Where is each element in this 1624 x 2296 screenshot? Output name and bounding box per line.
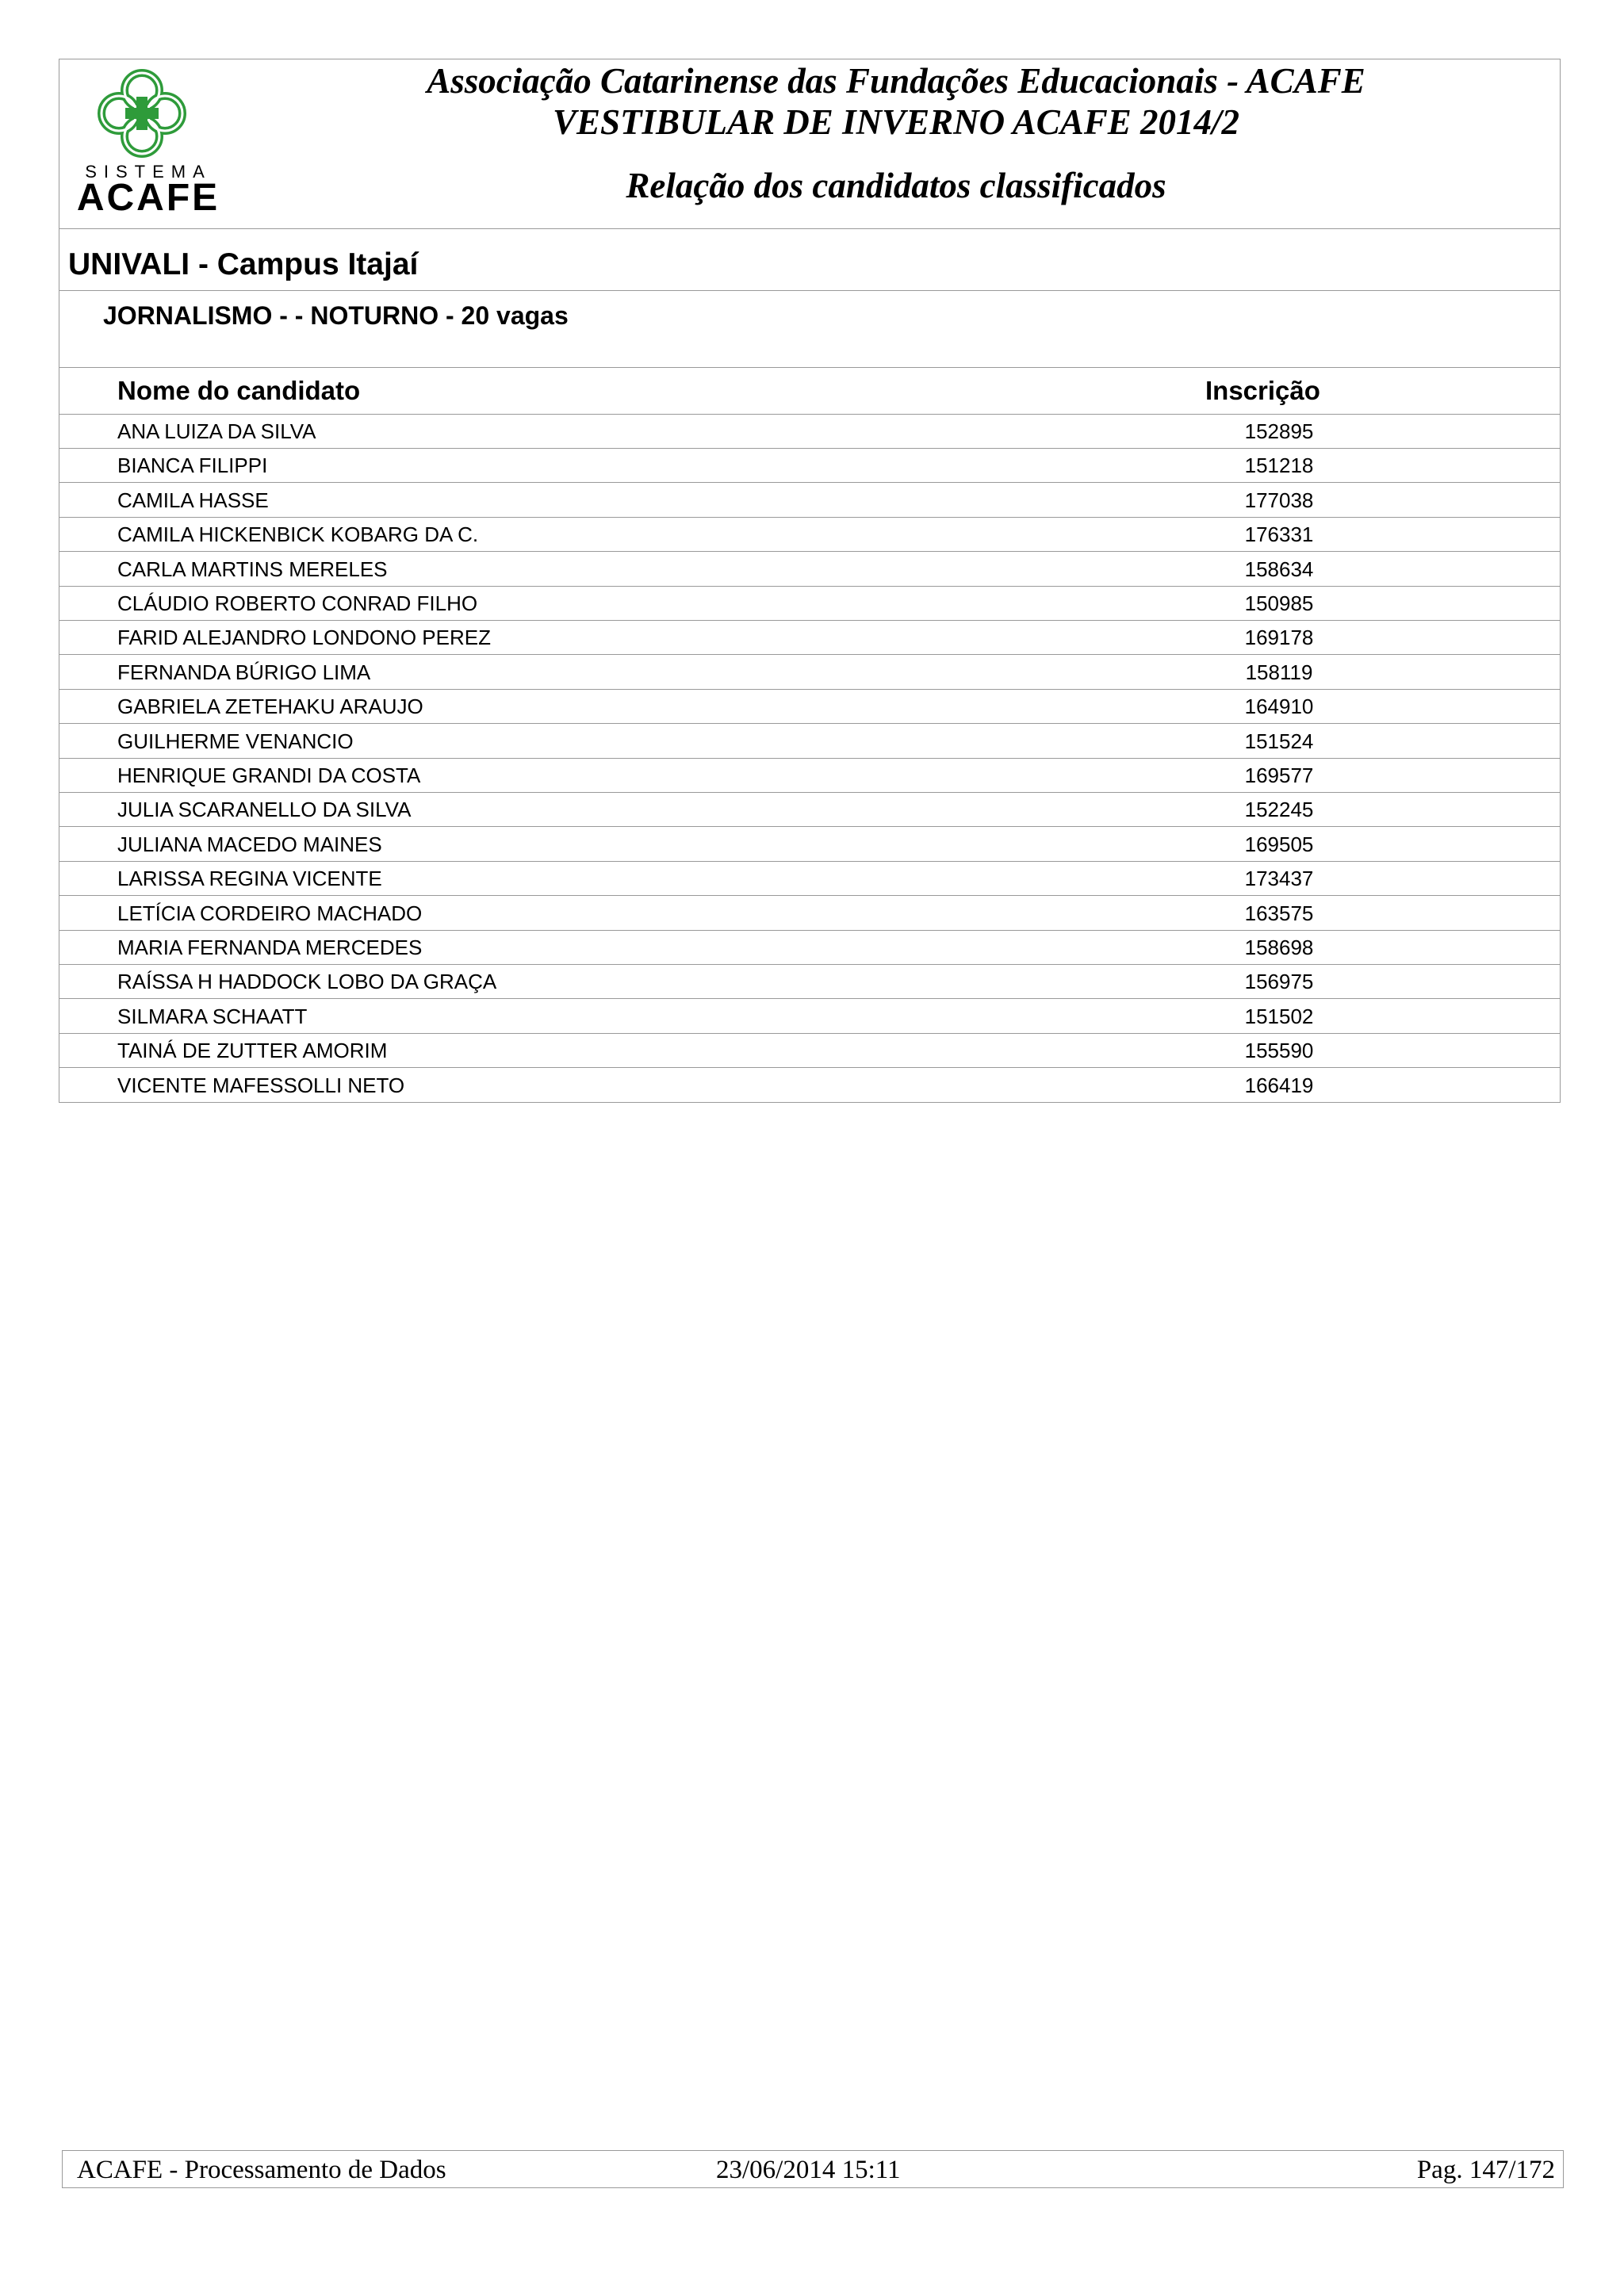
candidate-name: JULIA SCARANELLO DA SILVA [117,798,412,822]
candidate-name: FERNANDA BÚRIGO LIMA [117,660,371,684]
campus-title: UNIVALI - Campus Itajaí [68,247,419,281]
candidate-inscricao: 163575 [1244,901,1314,925]
candidate-name: JULIANA MACEDO MAINES [117,832,382,856]
table-row [59,587,1561,621]
table-row [59,1000,1561,1034]
candidate-inscricao: 169505 [1244,832,1314,856]
candidate-name: CAMILA HICKENBICK KOBARG DA C. [117,522,479,547]
acafe-emblem-icon [73,67,224,162]
course-divider [59,367,1561,368]
footer-page-number: Pag. 147/172 [1416,2156,1555,2184]
candidate-inscricao: 155590 [1244,1039,1314,1063]
candidate-inscricao: 166419 [1244,1073,1314,1097]
table-row [59,897,1561,931]
candidate-inscricao: 150985 [1244,591,1314,615]
candidate-name: GABRIELA ZETEHAKU ARAUJO [117,695,423,719]
candidate-inscricao: 158634 [1244,557,1314,581]
candidate-name: BIANCA FILIPPI [117,453,268,478]
header-exam-title: VESTIBULAR DE INVERNO ACAFE 2014/2 [552,102,1240,142]
table-row [59,621,1561,655]
column-header-inscricao: Inscrição [1205,376,1320,405]
candidate-name: CAMILA HASSE [117,488,269,512]
candidate-name: LARISSA REGINA VICENTE [117,867,382,891]
candidate-inscricao: 176331 [1244,522,1314,547]
candidate-inscricao: 169178 [1244,626,1314,650]
header-organization: Associação Catarinense das Fundações Educacionais - ACAFE [427,61,1365,101]
candidate-inscricao: 152895 [1244,419,1314,443]
table-row [59,965,1561,999]
candidate-name: CLÁUDIO ROBERTO CONRAD FILHO [117,591,478,615]
footer-department: ACAFE - Processamento de Dados [77,2156,446,2184]
table-row [59,553,1561,587]
logo-acafe-text: ACAFE [76,177,220,219]
course-title: JORNALISMO - - NOTURNO - 20 vagas [103,301,569,330]
row-divider [59,1102,1561,1103]
candidate-name: VICENTE MAFESSOLLI NETO [117,1073,405,1097]
candidate-inscricao: 156975 [1244,970,1314,994]
table-row [59,759,1561,793]
candidate-name: TAINÁ DE ZUTTER AMORIM [117,1039,388,1063]
candidate-inscricao: 151524 [1244,729,1314,753]
candidate-inscricao: 177038 [1244,488,1314,512]
candidate-inscricao: 158698 [1244,936,1314,959]
page-footer [62,2150,1564,2188]
table-row [59,518,1561,552]
header-list-title: Relação dos candidatos classificados [626,166,1166,205]
table-row [59,793,1561,827]
table-row [59,862,1561,896]
column-header-name: Nome do candidato [117,376,361,405]
candidate-inscricao: 151502 [1244,1004,1314,1028]
campus-divider [59,290,1561,291]
candidate-name: ANA LUIZA DA SILVA [117,419,316,443]
table-row [59,415,1561,449]
candidate-name: MARIA FERNANDA MERCEDES [117,936,423,959]
table-row [59,656,1561,690]
candidate-inscricao: 151218 [1244,453,1314,478]
candidate-name: GUILHERME VENANCIO [117,729,354,753]
candidate-name: HENRIQUE GRANDI DA COSTA [117,763,421,787]
candidate-name: LETÍCIA CORDEIRO MACHADO [117,901,423,925]
table-row [59,725,1561,759]
table-row [59,690,1561,724]
header-divider [59,228,1561,229]
table-row [59,931,1561,965]
candidate-inscricao: 164910 [1244,695,1314,719]
candidate-inscricao: 152245 [1244,798,1314,822]
candidate-inscricao: 169577 [1244,763,1314,787]
candidate-name: RAÍSSA H HADDOCK LOBO DA GRAÇA [117,970,497,994]
candidate-name: FARID ALEJANDRO LONDONO PEREZ [117,626,491,650]
candidate-name: CARLA MARTINS MERELES [117,557,388,581]
table-row [59,1034,1561,1068]
table-row [59,828,1561,862]
table-row [59,484,1561,518]
candidate-inscricao: 158119 [1245,660,1313,684]
candidate-name: SILMARA SCHAATT [117,1004,308,1028]
table-row [59,449,1561,483]
candidate-inscricao: 173437 [1244,867,1314,891]
footer-timestamp: 23/06/2014 15:11 [716,2156,901,2184]
logo-sistema-text: SISTEMA [85,162,212,182]
table-row [59,1069,1561,1103]
acafe-logo [73,67,224,219]
